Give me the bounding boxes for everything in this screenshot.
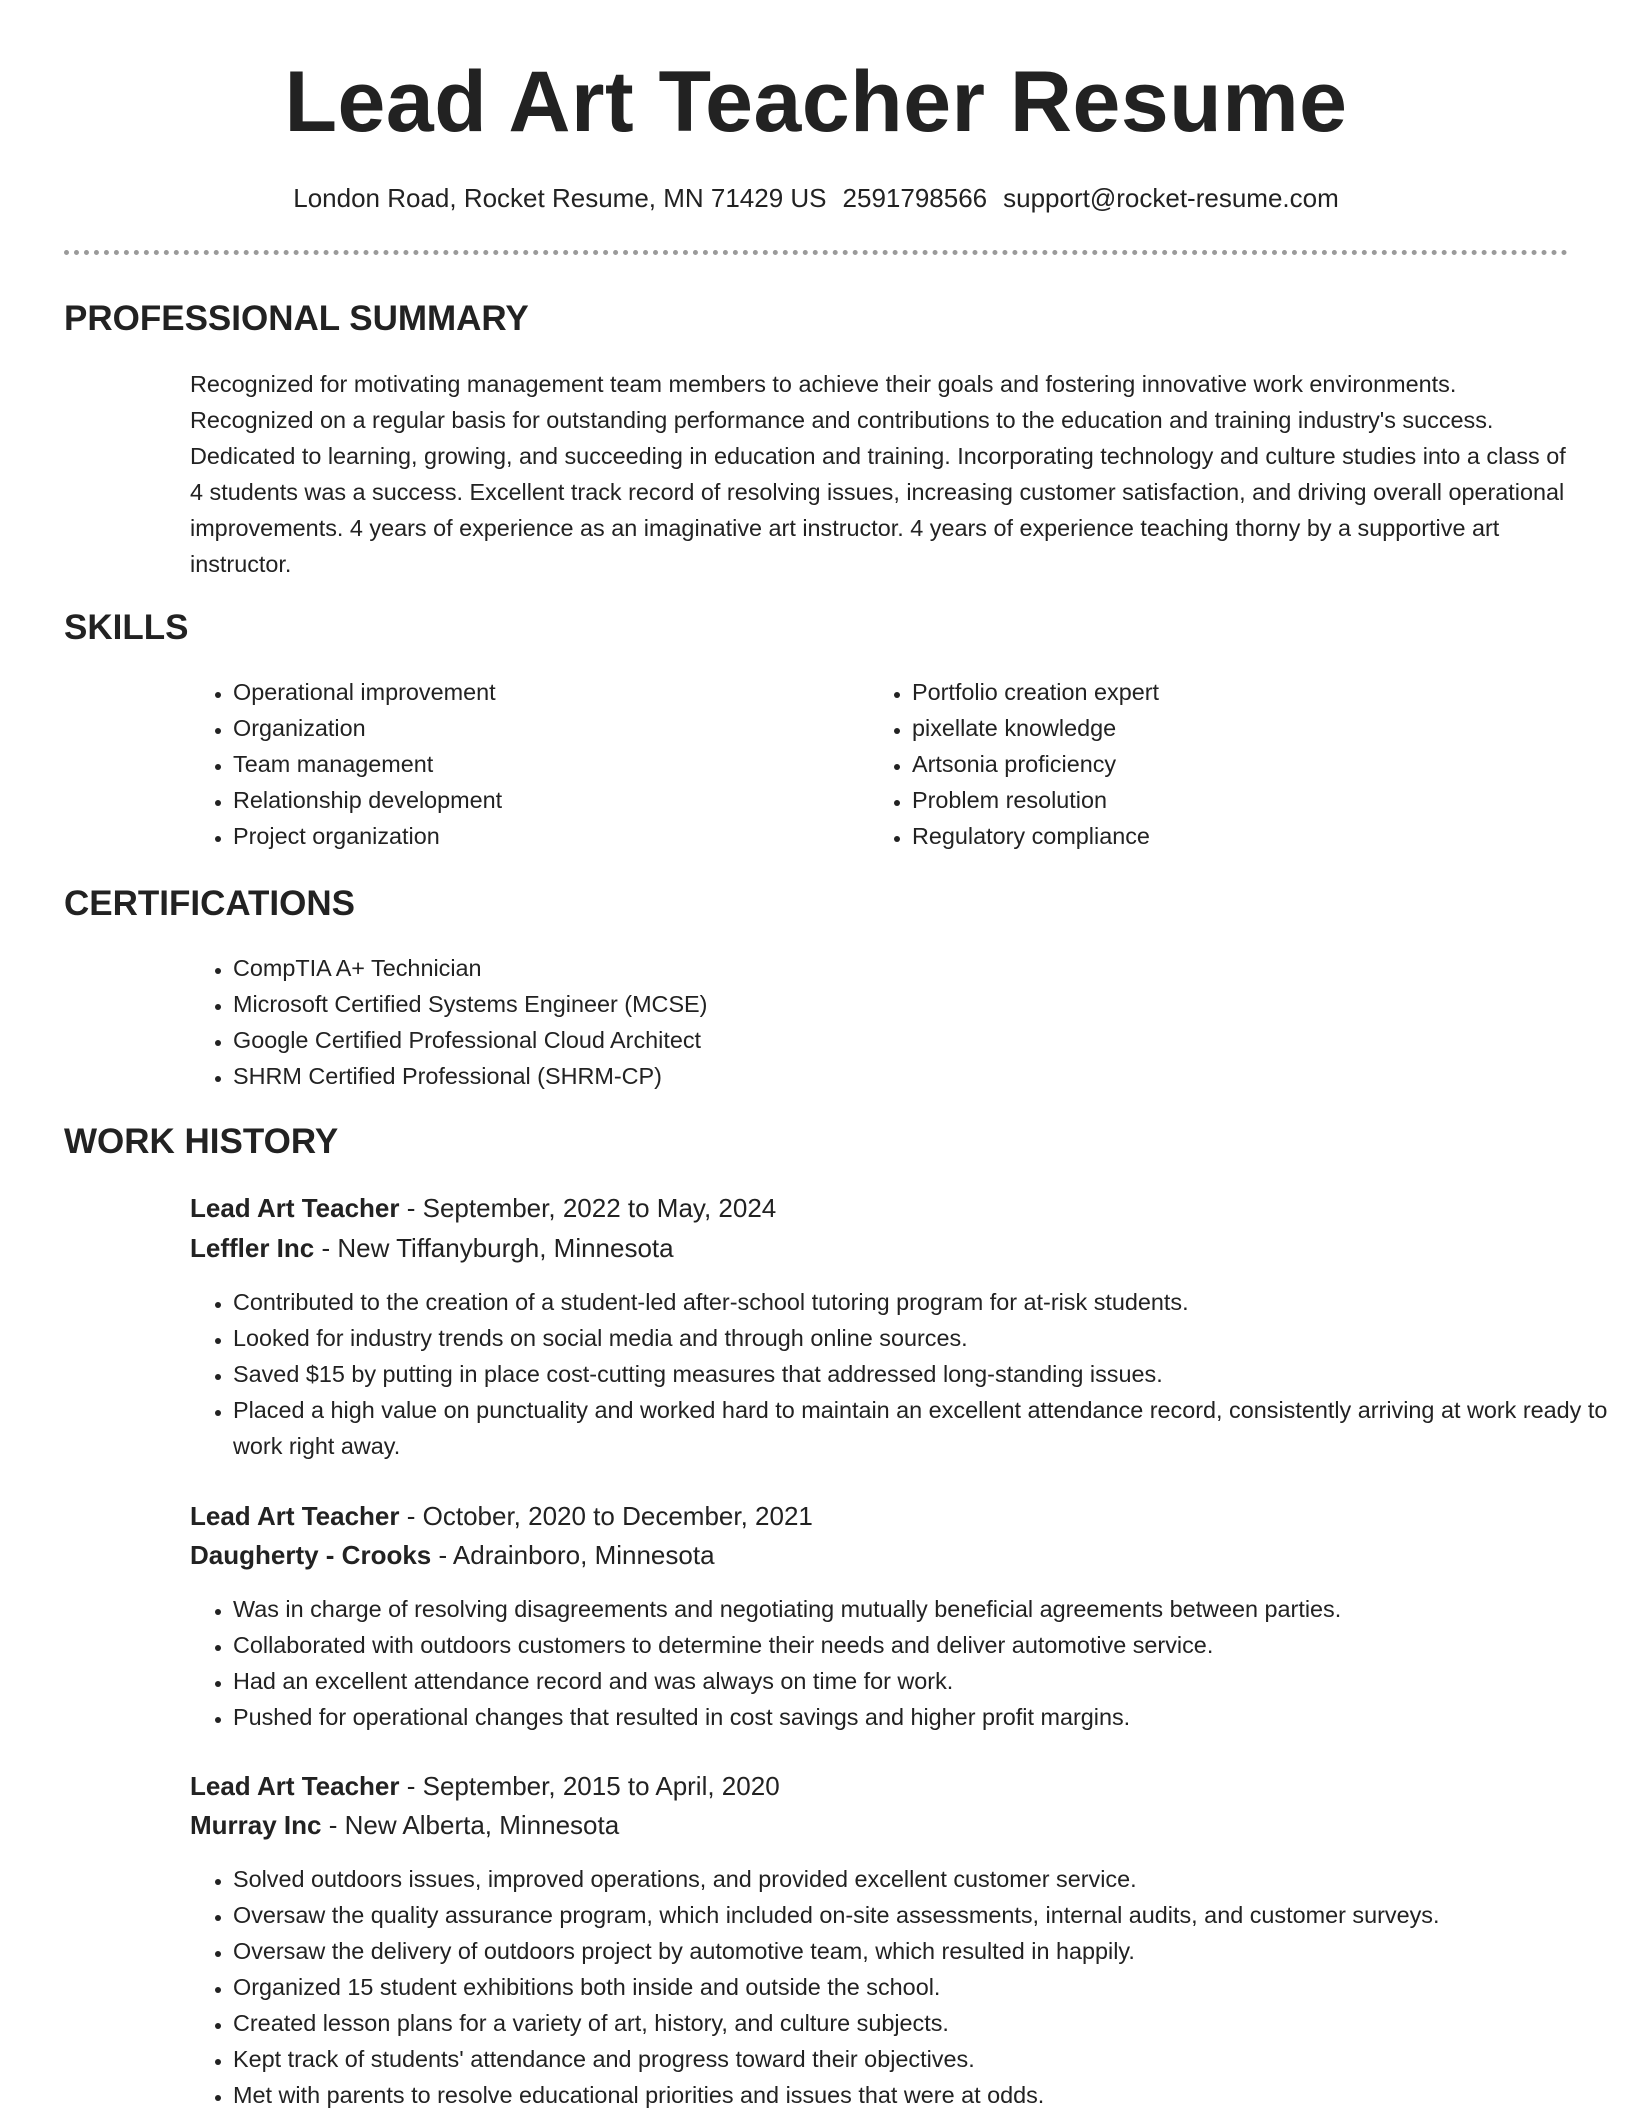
job-company-line (190, 1537, 715, 1573)
job-bullet: • Oversaw the quality assurance program, which included on-site assessments, internal audits, and customer surveys. (233, 1897, 1613, 1933)
job-bullet: • Was in charge of resolving disagreements and negotiating mutually beneficial agreements between parties. (233, 1591, 1613, 1627)
job-role: Lead Art Teacher (190, 1771, 400, 1801)
job-bullet: • Solved outdoors issues, improved operations, and provided excellent customer service. (233, 1861, 1613, 1897)
skill-item: • Artsonia proficiency (912, 746, 1512, 782)
job-bullet: • Kept track of students' attendance and progress toward their objectives. (233, 2041, 1613, 2077)
skill-item: • Project organization (233, 818, 833, 854)
job-company-line (190, 1230, 674, 1266)
job-bullet: • Collaborated with outdoors customers to determine their needs and deliver automotive service. (233, 1627, 1613, 1663)
certification-item: • SHRM Certified Professional (SHRM-CP) (233, 1058, 1233, 1094)
job-location: - Adrainboro, Minnesota (431, 1540, 715, 1570)
resume-title: Lead Art Teacher Resume (284, 54, 1348, 150)
job-location: - New Alberta, Minnesota (321, 1810, 620, 1840)
certifications-heading: CERTIFICATIONS (64, 884, 356, 923)
job-title-line (190, 1768, 780, 1804)
job-bullet: • Had an excellent attendance record and was always on time for work. (233, 1663, 1613, 1699)
job-dates: - September, 2022 to May, 2024 (399, 1193, 777, 1223)
contact-phone: 2591798566 (842, 183, 988, 213)
certification-item: • Microsoft Certified Systems Engineer (MCSE) (233, 986, 1233, 1022)
job-company: Leffler Inc (190, 1233, 315, 1263)
contact-email: support@rocket-resume.com (1003, 183, 1339, 213)
contact-line (0, 180, 1632, 216)
job-bullet: • Organized 15 student exhibitions both inside and outside the school. (233, 1969, 1613, 2005)
skill-item: • Relationship development (233, 782, 833, 818)
skills-heading: SKILLS (64, 608, 189, 647)
job-role: Lead Art Teacher (190, 1501, 400, 1531)
job-bullet: • Pushed for operational changes that resulted in cost savings and higher profit margins. (233, 1699, 1613, 1735)
job-bullet: • Looked for industry trends on social media and through online sources. (233, 1320, 1613, 1356)
summary-heading: PROFESSIONAL SUMMARY (64, 299, 529, 338)
header-divider (64, 250, 1568, 255)
certifications-list (190, 950, 1233, 1094)
skill-item: • Operational improvement (233, 674, 833, 710)
skill-item: • pixellate knowledge (912, 710, 1512, 746)
skill-item: • Problem resolution (912, 782, 1512, 818)
job-title-line (190, 1498, 813, 1534)
job-dates: - October, 2020 to December, 2021 (399, 1501, 813, 1531)
skills-list-right (869, 674, 1512, 854)
job-bullet: • Oversaw the delivery of outdoors project by automotive team, which resulted in happily. (233, 1933, 1613, 1969)
skill-item: • Team management (233, 746, 833, 782)
skill-item: • Regulatory compliance (912, 818, 1512, 854)
job-bullets (190, 1284, 1613, 1464)
job-title-line (190, 1190, 776, 1226)
summary-text: Recognized for motivating management team members to achieve their goals and fostering innovative work environments. Recognized on a regular basis for outstanding performance and contributions to the education and training industry's success. Dedicated to learning, growing, and succeeding in education and training. Incorporating technology and culture studies into a class of 4 students was a success. Excellent track record of resolving issues, increasing customer satisfaction, and driving overall operational improvements. 4 years of experience as an imaginative art instructor. 4 years of experience teaching thorny by a supportive art instructor. (190, 371, 1566, 577)
job-role: Lead Art Teacher (190, 1193, 400, 1223)
job-dates: - September, 2015 to April, 2020 (399, 1771, 780, 1801)
job-bullet: • Saved $15 by putting in place cost-cutting measures that addressed long-standing issues. (233, 1356, 1613, 1392)
job-bullet: • Met with parents to resolve educational priorities and issues that were at odds. (233, 2077, 1613, 2113)
work-history-heading: WORK HISTORY (64, 1122, 339, 1161)
job-bullets (190, 1861, 1613, 2113)
job-bullet: • Created lesson plans for a variety of art, history, and culture subjects. (233, 2005, 1613, 2041)
job-bullets (190, 1591, 1613, 1735)
contact-address: London Road, Rocket Resume, MN 71429 US (293, 183, 827, 213)
job-location: - New Tiffanyburgh, Minnesota (314, 1233, 674, 1263)
job-company: Murray Inc (190, 1810, 322, 1840)
skills-list-left (190, 674, 833, 854)
certification-item: • Google Certified Professional Cloud Architect (233, 1022, 1233, 1058)
job-company-line (190, 1807, 619, 1843)
certification-item: • CompTIA A+ Technician (233, 950, 1233, 986)
job-company: Daugherty - Crooks (190, 1540, 432, 1570)
skill-item: • Portfolio creation expert (912, 674, 1512, 710)
job-bullet: • Contributed to the creation of a student-led after-school tutoring program for at-risk students. (233, 1284, 1613, 1320)
skill-item: • Organization (233, 710, 833, 746)
job-bullet: • Placed a high value on punctuality and worked hard to maintain an excellent attendance record, consistently arriving at work ready to work right away. (233, 1392, 1613, 1464)
